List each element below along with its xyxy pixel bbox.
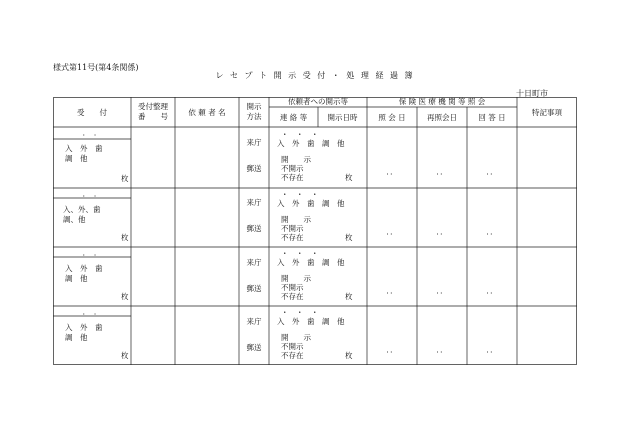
- header-insurer-group: 保 険 医 療 機 関 等 照 会: [398, 97, 486, 106]
- row-not-disclosed: 不開示: [281, 342, 304, 351]
- row-sai-shokai-date: ．．: [436, 227, 448, 236]
- row-contact-types: 入 外 歯 調 他: [277, 199, 345, 208]
- header-disclosure-group: 依頼者への開示等: [288, 97, 348, 106]
- row-count: 枚: [121, 292, 129, 301]
- row-kaito-date: ．．: [486, 227, 498, 236]
- row-dots: ・ ・ ・: [281, 308, 319, 317]
- header-seiri-line2: 番 号: [138, 112, 168, 121]
- row-disclosed: 開 示: [281, 155, 311, 164]
- header-kaiji-line1: 開示: [246, 102, 262, 111]
- row-contact-types: 入 外 歯 調 他: [277, 139, 345, 148]
- row-method-mail: 郵送: [246, 343, 262, 352]
- row-kaito-date: ．．: [486, 167, 498, 176]
- row-type-line2: 調、他: [63, 215, 86, 224]
- row-date: ． ．: [82, 307, 102, 316]
- row-kaito-date: ．．: [486, 345, 498, 354]
- row-sai-shokai-date: ．．: [436, 167, 448, 176]
- row-contact-types: 入 外 歯 調 他: [277, 258, 345, 267]
- row-method-visit: 来庁: [246, 258, 262, 267]
- row-shokai-date: ．．: [386, 167, 398, 176]
- row-dots: ・ ・ ・: [281, 130, 319, 139]
- row-not-exist: 不存在: [281, 351, 304, 360]
- row-count: 枚: [121, 174, 129, 183]
- header-kaiji-date: 開示日時: [327, 113, 358, 122]
- row-disclosed: 開 示: [281, 215, 311, 224]
- header-kaito: 回 答 日: [478, 113, 506, 122]
- row-type-line1: 入 外 歯: [65, 264, 103, 273]
- row-count2: 枚: [345, 292, 353, 301]
- header-renraku: 連 絡 等: [279, 113, 308, 122]
- header-notes: 特記事項: [532, 108, 562, 117]
- row-not-exist: 不存在: [281, 233, 304, 242]
- row-sai-shokai-date: ．．: [436, 286, 448, 295]
- row-type-line2: 調 他: [65, 274, 88, 283]
- row-type-line2: 調 他: [65, 154, 88, 163]
- row-count2: 枚: [345, 351, 353, 360]
- row-count2: 枚: [345, 173, 353, 182]
- row-shokai-date: ．．: [386, 345, 398, 354]
- row-kaito-date: ．．: [486, 286, 498, 295]
- row-type-line2: 調 他: [65, 333, 88, 342]
- row-shokai-date: ．．: [386, 227, 398, 236]
- row-dots: ・ ・ ・: [281, 190, 319, 199]
- row-method-visit: 来庁: [246, 138, 262, 147]
- row-not-disclosed: 不開示: [281, 283, 304, 292]
- header-seiri-line1: 受付整理: [138, 102, 168, 111]
- row-shokai-date: ．．: [386, 286, 398, 295]
- row-method-mail: 郵送: [246, 224, 262, 233]
- row-date: ． ．: [82, 128, 102, 137]
- row-date: ． ．: [82, 248, 102, 257]
- row-disclosed: 開 示: [281, 274, 311, 283]
- municipality-name: 十日町市: [516, 89, 548, 98]
- form-number: 様式第11号(第4条関係): [53, 63, 139, 72]
- row-count: 枚: [121, 351, 129, 360]
- header-kaiji-line2: 方法: [246, 112, 262, 121]
- row-date: ． ．: [82, 189, 102, 198]
- row-count2: 枚: [345, 233, 353, 242]
- row-method-mail: 郵送: [246, 164, 262, 173]
- row-contact-types: 入 外 歯 調 他: [277, 317, 345, 326]
- row-not-disclosed: 不開示: [281, 224, 304, 233]
- header-sai-shokai: 再照会日: [427, 113, 457, 122]
- row-method-mail: 郵送: [246, 284, 262, 293]
- row-sai-shokai-date: ．．: [436, 345, 448, 354]
- document-title: レ セ プ ト 開 示 受 付 ・ 処 理 経 過 簿: [215, 71, 415, 80]
- row-not-disclosed: 不開示: [281, 164, 304, 173]
- row-method-visit: 来庁: [246, 317, 262, 326]
- row-type-line1: 入、外、歯: [63, 205, 101, 214]
- row-method-visit: 来庁: [246, 198, 262, 207]
- row-not-exist: 不存在: [281, 173, 304, 182]
- header-requester: 依 頼 者 名: [188, 108, 226, 117]
- row-type-line1: 入 外 歯: [65, 144, 103, 153]
- row-type-line1: 入 外 歯: [65, 323, 103, 332]
- register-table: [53, 97, 577, 365]
- header-uketsuke: 受 付: [77, 108, 107, 117]
- row-count: 枚: [121, 233, 129, 242]
- header-shokai: 照 会 日: [378, 113, 406, 122]
- row-dots: ・ ・ ・: [281, 249, 319, 258]
- row-disclosed: 開 示: [281, 333, 311, 342]
- row-not-exist: 不存在: [281, 292, 304, 301]
